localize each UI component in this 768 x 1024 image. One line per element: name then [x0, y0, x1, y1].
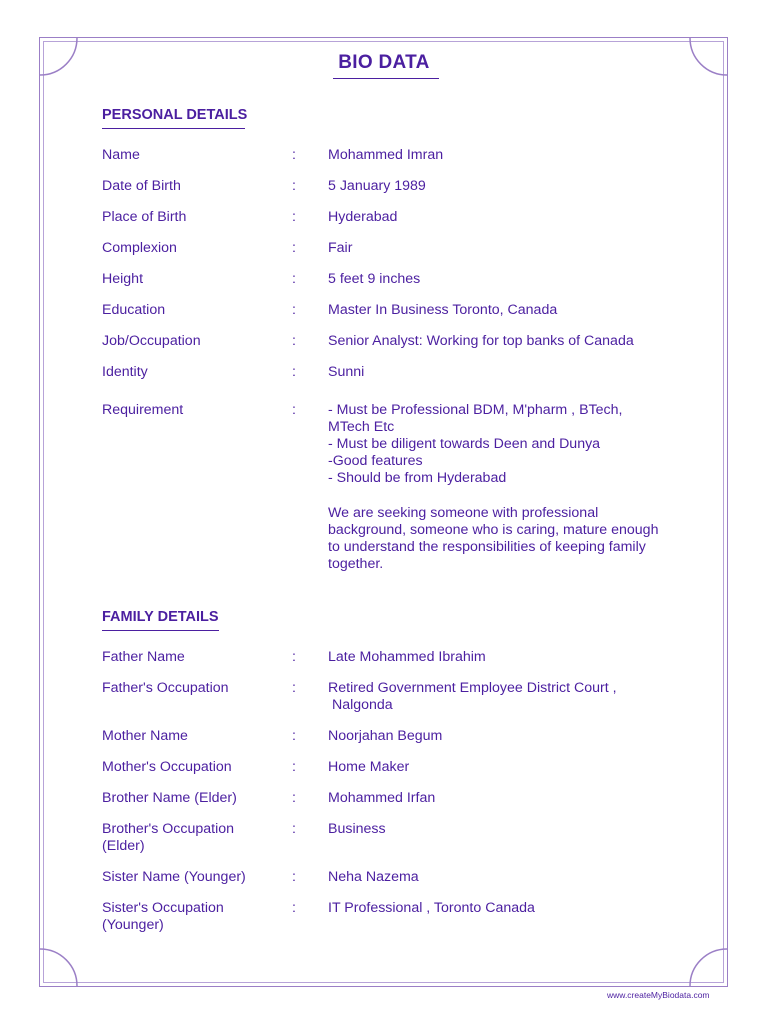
- detail-value: Late Mohammed Ibrahim: [328, 649, 486, 665]
- separator-colon: :: [292, 178, 296, 194]
- detail-value: 5 January 1989: [328, 178, 426, 194]
- detail-label: [102, 900, 282, 934]
- detail-value: IT Professional , Toronto Canada: [328, 900, 535, 916]
- family-details-underline: [102, 630, 219, 631]
- detail-value: Home Maker: [328, 759, 410, 775]
- label-line: Sister's Occupation: [102, 900, 224, 916]
- separator-colon: :: [292, 728, 296, 744]
- separator-colon: :: [292, 271, 296, 287]
- family-details-heading: FAMILY DETAILS: [102, 609, 219, 625]
- detail-label: Job/Occupation: [102, 333, 201, 349]
- corner-ornament-bottom-right: [683, 942, 728, 987]
- value-line: Retired Government Employee District Court ,: [328, 680, 617, 696]
- detail-label: [102, 821, 282, 855]
- detail-value: Mohammed Imran: [328, 147, 444, 163]
- label-line: Brother's Occupation: [102, 821, 235, 837]
- detail-label: Identity: [102, 364, 148, 380]
- detail-value: Hyderabad: [328, 209, 398, 225]
- detail-value: [328, 680, 673, 714]
- separator-colon: :: [292, 364, 296, 380]
- separator-colon: :: [292, 147, 296, 163]
- value-line: Nalgonda: [328, 697, 393, 713]
- detail-value: 5 feet 9 inches: [328, 271, 421, 287]
- requirement-line: - Must be Professional BDM, M'pharm , BTech,: [328, 402, 623, 418]
- page-title: BIO DATA: [338, 52, 430, 73]
- label-line: (Elder): [102, 838, 145, 854]
- footer-website: www.createMyBiodata.com: [607, 990, 710, 1000]
- separator-colon: :: [292, 869, 296, 885]
- requirement-line: - Should be from Hyderabad: [328, 470, 507, 486]
- separator-colon: :: [292, 649, 296, 665]
- requirement-line: - Must be diligent towards Deen and Dunya: [328, 436, 601, 452]
- detail-label: Mother's Occupation: [102, 759, 232, 775]
- detail-value: Fair: [328, 240, 353, 256]
- detail-label: Height: [102, 271, 144, 287]
- detail-value: Noorjahan Begum: [328, 728, 443, 744]
- detail-label: Mother Name: [102, 728, 188, 744]
- separator-colon: :: [292, 209, 296, 225]
- separator-colon: :: [292, 402, 296, 418]
- detail-label: Brother Name (Elder): [102, 790, 237, 806]
- separator-colon: :: [292, 680, 296, 696]
- detail-label: Place of Birth: [102, 209, 187, 225]
- title-underline: [333, 78, 439, 79]
- requirement-paragraph: We are seeking someone with professional background, someone who is caring, mature enough to understand the responsibilities of keeping family together.: [328, 505, 659, 572]
- separator-colon: :: [292, 240, 296, 256]
- detail-label: Complexion: [102, 240, 177, 256]
- separator-colon: :: [292, 900, 296, 916]
- detail-label: Sister Name (Younger): [102, 869, 246, 885]
- separator-colon: :: [292, 790, 296, 806]
- corner-ornament-bottom-left: [39, 942, 84, 987]
- personal-details-heading: PERSONAL DETAILS: [102, 107, 248, 123]
- detail-label: Father Name: [102, 649, 185, 665]
- detail-value: Senior Analyst: Working for top banks of Canada: [328, 333, 634, 349]
- detail-value: Master In Business Toronto, Canada: [328, 302, 558, 318]
- label-line: (Younger): [102, 917, 164, 933]
- detail-label: Requirement: [102, 402, 184, 418]
- detail-value: Sunni: [328, 364, 365, 380]
- detail-value: Mohammed Irfan: [328, 790, 436, 806]
- personal-details-underline: [102, 128, 245, 129]
- separator-colon: :: [292, 333, 296, 349]
- separator-colon: :: [292, 821, 296, 837]
- detail-label: Date of Birth: [102, 178, 181, 194]
- requirement-value: [328, 402, 673, 573]
- requirement-line: -Good features: [328, 453, 423, 469]
- detail-label: Education: [102, 302, 166, 318]
- requirement-line: MTech Etc: [328, 419, 395, 435]
- detail-label: Name: [102, 147, 140, 163]
- separator-colon: :: [292, 759, 296, 775]
- detail-value: Business: [328, 821, 386, 837]
- separator-colon: :: [292, 302, 296, 318]
- detail-value: Neha Nazema: [328, 869, 419, 885]
- detail-label: Father's Occupation: [102, 680, 229, 696]
